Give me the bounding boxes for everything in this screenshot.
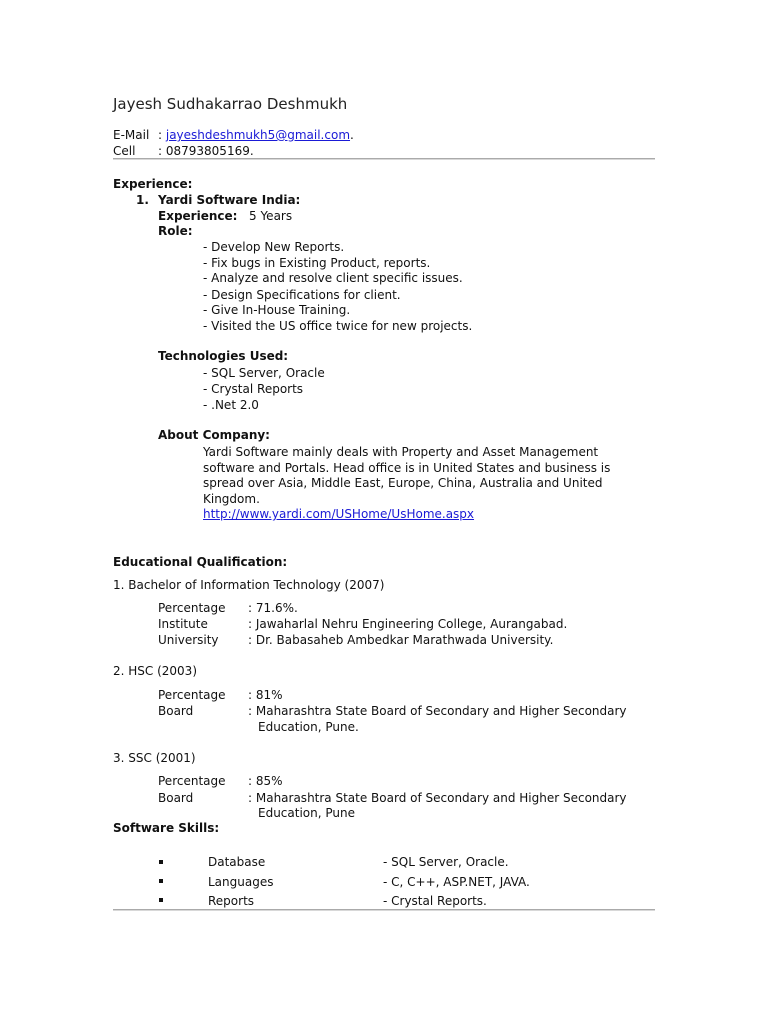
- technologies-label: Technologies Used:: [158, 349, 289, 363]
- education-row-value: : Jawaharlal Nehru Engineering College, Aurangabad.: [248, 617, 568, 631]
- education-row-label: University: [158, 633, 219, 647]
- role-item: - Analyze and resolve client specific issues.: [203, 271, 463, 285]
- education-row-value: : Dr. Babasaheb Ambedkar Marathwada University.: [248, 633, 554, 647]
- skill-value: - SQL Server, Oracle.: [383, 855, 509, 869]
- role-item: - Visited the US office twice for new projects.: [203, 319, 473, 333]
- about-company-line: Kingdom.: [203, 492, 260, 506]
- email-label: E-Mail: [113, 128, 150, 142]
- cell-value: 08793805169.: [165, 144, 254, 158]
- about-company-label: About Company:: [158, 428, 270, 442]
- education-row-continuation: Education, Pune.: [258, 720, 359, 734]
- role-label: Role:: [158, 224, 193, 238]
- email-link[interactable]: jayeshdeshmukh5@gmail.com: [165, 128, 351, 142]
- experience-label: Experience:: [158, 209, 238, 223]
- education-row-label: Board: [158, 791, 194, 805]
- education-row-label: Percentage: [158, 774, 226, 788]
- cell-line: : 08793805169.: [158, 144, 254, 158]
- skill-name: Database: [208, 855, 266, 869]
- education-row-label: Institute: [158, 617, 208, 631]
- experience-value: 5 Years: [249, 209, 293, 223]
- header-divider: [113, 158, 655, 160]
- education-item-title: 2. HSC (2003): [113, 664, 197, 678]
- bullet-icon: [159, 879, 163, 883]
- footer-divider: [113, 909, 655, 911]
- role-item: - Develop New Reports.: [203, 240, 345, 254]
- company-number: 1.: [136, 193, 149, 207]
- technology-item: - .Net 2.0: [203, 398, 259, 412]
- education-row-value: : 85%: [248, 774, 283, 788]
- education-row-value: : Maharashtra State Board of Secondary and Higher Secondary: [248, 791, 627, 805]
- skill-name: Reports: [208, 894, 255, 908]
- candidate-name: Jayesh Sudhakarrao Deshmukh: [113, 95, 348, 113]
- skill-name: Languages: [208, 875, 274, 889]
- cell-label: Cell: [113, 144, 136, 158]
- skill-value: - Crystal Reports.: [383, 894, 487, 908]
- education-row-label: Board: [158, 704, 194, 718]
- bullet-icon: [159, 860, 163, 864]
- about-company-line: Yardi Software mainly deals with Property and Asset Management: [203, 445, 599, 459]
- about-company-line: software and Portals. Head office is in United States and business is: [203, 461, 611, 475]
- education-row-continuation: Education, Pune: [258, 806, 355, 820]
- education-row-value: : 81%: [248, 688, 283, 702]
- email-line: : jayeshdeshmukh5@gmail.com.: [158, 128, 354, 142]
- education-item-title: 1. Bachelor of Information Technology (2007): [113, 578, 385, 592]
- bullet-icon: [159, 898, 163, 902]
- company-url-link[interactable]: http://www.yardi.com/USHome/UsHome.aspx: [203, 507, 475, 521]
- skill-value: - C, C++, ASP.NET, JAVA.: [383, 875, 530, 889]
- education-row-label: Percentage: [158, 688, 226, 702]
- education-row-value: : Maharashtra State Board of Secondary and Higher Secondary: [248, 704, 627, 718]
- technology-item: - Crystal Reports: [203, 382, 304, 396]
- experience-heading: Experience:: [113, 177, 193, 191]
- company-name: Yardi Software India:: [158, 193, 301, 207]
- education-heading: Educational Qualification:: [113, 555, 288, 569]
- education-row-label: Percentage: [158, 601, 226, 615]
- skills-heading: Software Skills:: [113, 821, 220, 835]
- role-item: - Design Specifications for client.: [203, 288, 401, 302]
- about-company-line: spread over Asia, Middle East, Europe, China, Australia and United: [203, 476, 603, 490]
- email-suffix: .: [350, 128, 354, 142]
- education-item-title: 3. SSC (2001): [113, 751, 196, 765]
- education-row-value: : 71.6%.: [248, 601, 298, 615]
- company-url-line: [203, 507, 474, 521]
- technology-item: - SQL Server, Oracle: [203, 366, 325, 380]
- role-item: - Give In-House Training.: [203, 303, 351, 317]
- role-item: - Fix bugs in Existing Product, reports.: [203, 256, 431, 270]
